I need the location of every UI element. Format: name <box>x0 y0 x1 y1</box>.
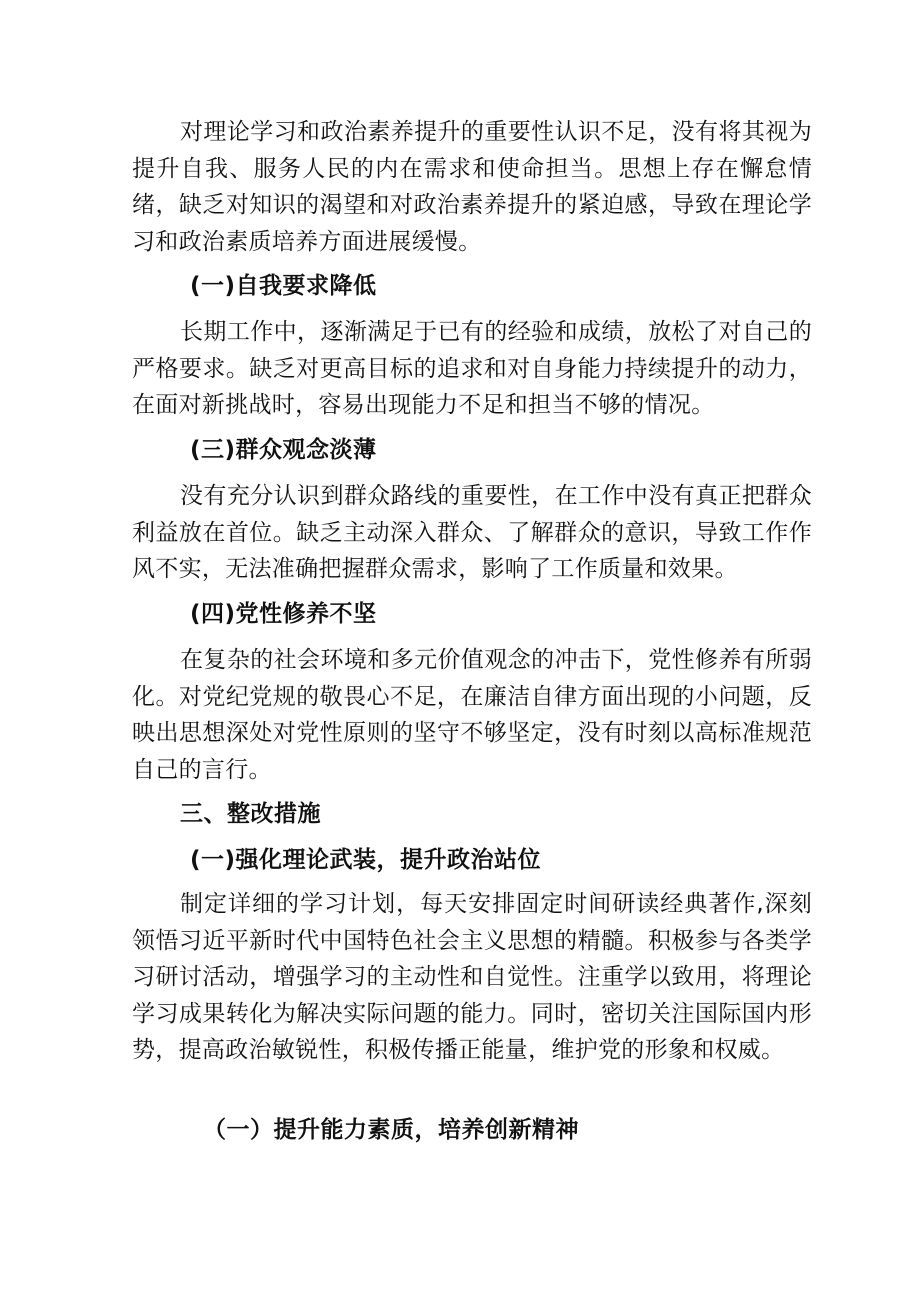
paragraph-party-spirit: 在复杂的社会环境和多元价值观念的冲击下，党性修养有所弱化。对党纪党规的敬畏心不足，在廉洁自律方面出现的小问题，反映出思想深处对党性原则的坚守不够坚定，没有时刻以高标准规范自己的言行。 <box>132 647 812 783</box>
heading-improve-ability: （一）提升能力素质，培养创新精神 <box>203 1117 579 1143</box>
heading-self-requirement: (一)自我要求降低 <box>190 273 377 299</box>
paragraph-strengthen-theory: 制定详细的学习计划，每天安排固定时间研读经典著作,深刻领悟习近平新时代中国特色社会主义思想的精髓。积极参与各类学习研讨活动，增强学习的主动性和自觉性。注重学以致用，将理论学习成果转化为解决实际问题的能力。同时，密切关注国际国内形势，提高政治敏锐性，积极传播正能量，维护党的形象和权威。 <box>132 891 812 1063</box>
heading-mass-concept: (三)群众观念淡薄 <box>190 437 377 463</box>
paragraph-theory-study: 对理论学习和政治素养提升的重要性认识不足，没有将其视为提升自我、服务人民的内在需求和使命担当。思想上存在懈怠情绪，缺乏对知识的渴望和对政治素养提升的紧迫感，导致在理论学习和政治素质培养方面进展缓慢。 <box>132 119 812 255</box>
heading-party-spirit: (四)党性修养不坚 <box>190 601 377 627</box>
paragraph-mass-concept: 没有充分认识到群众路线的重要性，在工作中没有真正把群众利益放在首位。缺乏主动深入群众、了解群众的意识，导致工作作风不实，无法准确把握群众需求，影响了工作质量和效果。 <box>132 483 812 582</box>
heading-strengthen-theory: (一)强化理论武装，提升政治站位 <box>190 847 542 873</box>
heading-rectification-measures: 三、整改措施 <box>180 801 321 827</box>
paragraph-self-requirement: 长期工作中，逐渐满足于已有的经验和成绩，放松了对自己的严格要求。缺乏对更高目标的追求和对自身能力持续提升的动力，在面对新挑战时，容易出现能力不足和担当不够的情况。 <box>132 319 812 418</box>
